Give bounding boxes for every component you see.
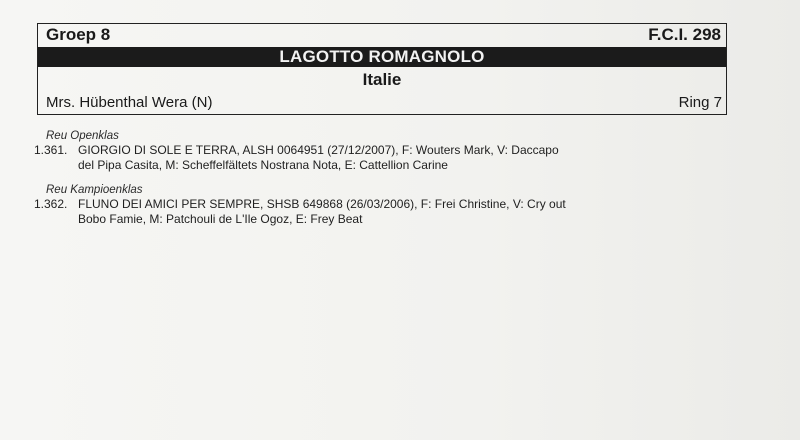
list-item bbox=[34, 143, 754, 173]
class-block bbox=[34, 129, 754, 173]
breed-bar bbox=[38, 47, 726, 67]
list-item bbox=[34, 197, 754, 227]
entry-text bbox=[78, 197, 754, 227]
judge-row bbox=[38, 93, 726, 113]
entry-text bbox=[78, 143, 754, 173]
class-title: Reu Kampioenklas bbox=[46, 184, 143, 196]
class-list bbox=[34, 129, 754, 237]
entry-number: 1.361. bbox=[34, 143, 68, 157]
entry-number: 1.362. bbox=[34, 197, 68, 211]
entry-line: Bobo Famie, M: Patchouli de L'Ile Ogoz, E: Frey Beat bbox=[78, 212, 363, 226]
judge-name: Mrs. Hübenthal Wera (N) bbox=[46, 94, 213, 111]
entry-line: FLUNO DEI AMICI PER SEMPRE, SHSB 649868 (26/03/2006), F: Frei Christine, V: Cry out bbox=[78, 197, 566, 211]
breed-header bbox=[37, 23, 727, 115]
class-title: Reu Openklas bbox=[46, 130, 119, 142]
group-label: Groep 8 bbox=[46, 25, 111, 44]
fci-number: F.C.I. 298 bbox=[648, 25, 721, 44]
country-of-origin: Italie bbox=[362, 70, 402, 89]
entry-line: del Pipa Casita, M: Scheffelfältets Nostrana Nota, E: Cattellion Carine bbox=[78, 158, 448, 172]
entry-line: GIORGIO DI SOLE E TERRA, ALSH 0064951 (27/12/2007), F: Wouters Mark, V: Daccapo bbox=[78, 143, 559, 157]
ring-number: Ring 7 bbox=[678, 94, 722, 111]
breed-name: LAGOTTO ROMAGNOLO bbox=[279, 47, 485, 66]
group-row bbox=[38, 24, 726, 46]
class-block bbox=[34, 183, 754, 227]
